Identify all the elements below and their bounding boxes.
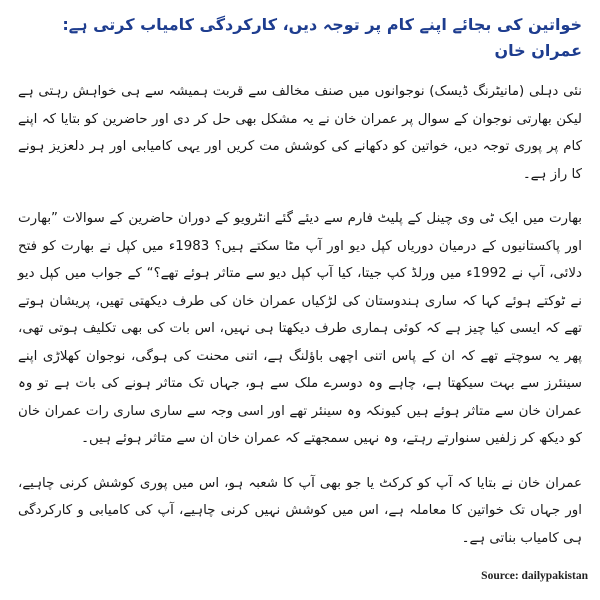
article-paragraph: بھارت میں ایک ٹی وی چینل کے پلیٹ فارم سے دیئے گئے انٹرویو کے دوران حاضرین کے سوالات ”بھارت اور پاکستانیوں کے درمیان دوریاں کپل دیو اور آپ مٹا سکتے ہیں؟ 1983ء میں کپل نے بھارت کو فتح دلائی، آپ نے 1992ء میں ورلڈ کپ جیتا، کیا آپ کپل دیو سے متاثر ہوئے تھے؟“ کے جواب میں کپل دیو نے ٹوکتے ہوئے کہا کہ ساری ہندوستان کی لڑکیاں عمران خان کی طرف دیکھتی تھیں، پریشان ہوتے تھے کہ ایسی کیا چیز ہے کہ کوئی ہماری طرف دیکھتا ہی نہیں، اس بات کی بھی تکلیف ہوتی تھی، پھر یہ سوچتے تھے کہ ان کے پاس اتنی اچھی باؤلنگ ہے، اتنی محنت کی ہوگی، نوجوان کھلاڑی اپنے سینئرز سے بہت سیکھتا ہے، چاہے وہ دوسرے ملک سے ہو، جہاں تک متاثر ہونے کی بات ہے تو وہ عمران خان سے متاثر ہوئے ہیں کیونکہ وہ سینئر تھے اور اسی وجہ سے ساری ساری رات عمران خان کو دیکھ کر زلفیں سنوارتے رہتے، وہ نہیں سمجھتے کہ عمران خان ان سے متاثر ہوئے ہیں۔ — [18, 211, 583, 446]
source-credit: Source: dailypakistan — [481, 570, 588, 582]
article-paragraph: عمران خان نے بتایا کہ آپ کو کرکٹ یا جو بھی آپ کا شعبہ ہو، اس میں پوری کوشش کرنی چاہیے، اور جہاں تک خواتین کا معاملہ ہے، اس میں کوشش نہیں کرنی چاہیے، آپ کی کامیابی و کارکردگی ہی کامیاب بناتی ہے۔ — [18, 475, 582, 546]
article-paragraph: نئی دہلی (مانیٹرنگ ڈیسک) نوجوانوں میں صنف مخالف سے قربت ہمیشہ سے ہی خواہش رہتی ہے لیکن بھارتی نوجوان کے سوال پر عمران خان نے یہ مشکل بھی حل کر دی اور حاضرین کو بتایا کہ اپنے کام پر پوری توجہ دیں، خواتین کو دکھانے کی کوشش مت کریں اور یہی کامیابی اور ہر دلعزیز ہونے کا راز ہے۔ — [18, 84, 582, 182]
article-headline: خواتین کی بجائے اپنے کام پر توجہ دیں، کارکردگی کامیاب کرتی ہے: عمران خان — [62, 15, 582, 60]
